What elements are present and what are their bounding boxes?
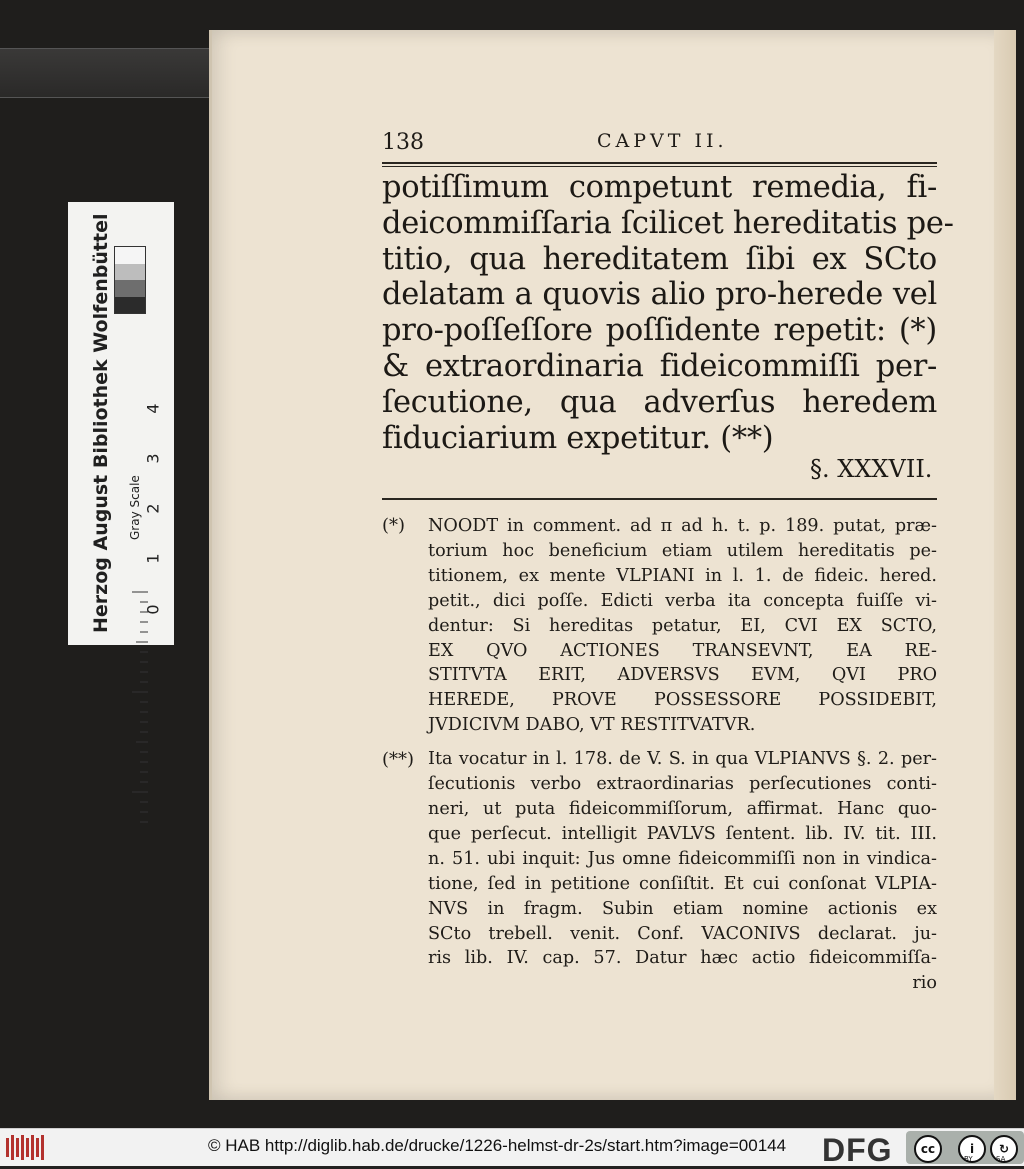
scale-number: 0 [143,604,163,615]
page-number: 138 [382,130,424,155]
note-line: tione, ſed in petitione conſiſtit. Et cui conſonat VLPIA- [428,873,937,894]
footer-bar [0,1128,1024,1166]
scale-number: 1 [143,553,163,564]
chapter-heading: CAPVT II. [597,130,728,152]
gray-swatches [114,246,146,314]
header-rule-thin [382,166,937,167]
color-target [68,202,174,645]
swatch [115,247,145,264]
note-line: ris lib. IV. cap. 57. Datur hæc actio fideicommiſſa- [428,948,937,969]
note-line: STITVTA ERIT, ADVERSVS EVM, QVI PRO [428,665,937,686]
permalink[interactable]: © HAB http://diglib.hab.de/drucke/1226-helmst-dr-2s/start.htm?image=00144 [208,1136,787,1155]
note-line: ſecutionis verbo extraordinarias perſecutiones conti- [428,774,937,795]
note-line: titionem, ex mente VLPIANI in l. 1. de fideic. hered. [428,565,937,586]
note-marker: (*) [382,515,406,536]
note-line: HEREDE, PROVE POSSESSORE POSSIDEBIT, [428,690,937,711]
scale-number: 2 [143,503,163,514]
text-line: potiſſimum competunt remedia, fi- [382,170,937,205]
library-name: Herzog August Bibliothek Wolfenbüttel [90,213,112,634]
text-line: & extraordinaria fideicommiſſi per- [382,348,937,384]
page-header [382,130,937,162]
cc-icon: cc [914,1135,942,1163]
text-line: titio, qua hereditatem ſibi ex SCto [382,241,937,277]
scale-number: 3 [143,453,163,464]
note-line: SCto trebell. venit. Conf. VACONIVS declarat. ju- [428,923,937,944]
catchword: rio [912,973,937,994]
note-marker: (**) [382,749,415,770]
text-line: ſecutione, qua adverſus heredem [382,384,937,420]
gray-scale-label: Gray Scale [128,475,142,541]
section-mark: §. XXXVII. [810,455,933,483]
swatch [115,297,145,314]
ruler-ticks [132,582,148,832]
note-line: EX QVO ACTIONES TRANSEVNT, EA RE- [428,640,937,661]
by-person-icon: i [958,1135,986,1163]
note-line: neri, ut puta fideicommiſſorum, affirmat. Hanc quo- [428,798,937,819]
cc-by-label: BY [964,1155,973,1163]
swatch [115,264,145,281]
page-edge [994,30,1016,1100]
note-line: n. 51. ubi inquit: Jus omne fideicommiſſi non in vindica- [428,848,937,869]
note-line: que perſecut. intelligit PAVLVS ſentent. lib. IV. tit. III. [428,823,937,844]
share-alike-icon: ↻ [990,1135,1018,1163]
cc-license-badge[interactable] [906,1131,1024,1164]
main-text [382,170,954,456]
swatch [115,280,145,297]
text-line: deicommiſſaria ſcilicet hereditatis pe- [382,205,954,241]
note-line: torium hoc beneficium etiam utilem hereditatis pe- [428,540,937,561]
text-line: fiduciarium expetitur. (**) [382,420,774,456]
scale-number: 4 [143,403,163,414]
hab-logo-icon [6,1135,48,1160]
note-line: dentur: Si hereditas petatur, EI, CVI EX SCTO, [428,615,937,636]
dfg-logo: DFG [822,1132,893,1168]
note-line: NVS in fragm. Subin etiam nomine actionis ex [428,898,937,919]
note-line: petit., dici poſſe. Edicti verba ita concepta fuiſſe vi- [428,590,937,611]
footnotes [382,514,937,996]
text-line: delatam a quovis alio pro-herede vel [382,277,937,313]
cc-sa-label: SA [996,1155,1006,1163]
header-rule [382,162,937,164]
notes-rule [382,498,937,500]
text-line: pro-poſſeſſore poſſidente repetit: (*) [382,313,937,349]
note-line: JVDICIVM DABO, VT RESTITVATVR. [428,715,756,736]
note-line: Ita vocatur in l. 178. de V. S. in qua VLPIANVS §. 2. per- [428,749,937,770]
note-line: NOODT in comment. ad π ad h. t. p. 189. putat, præ- [428,516,937,536]
